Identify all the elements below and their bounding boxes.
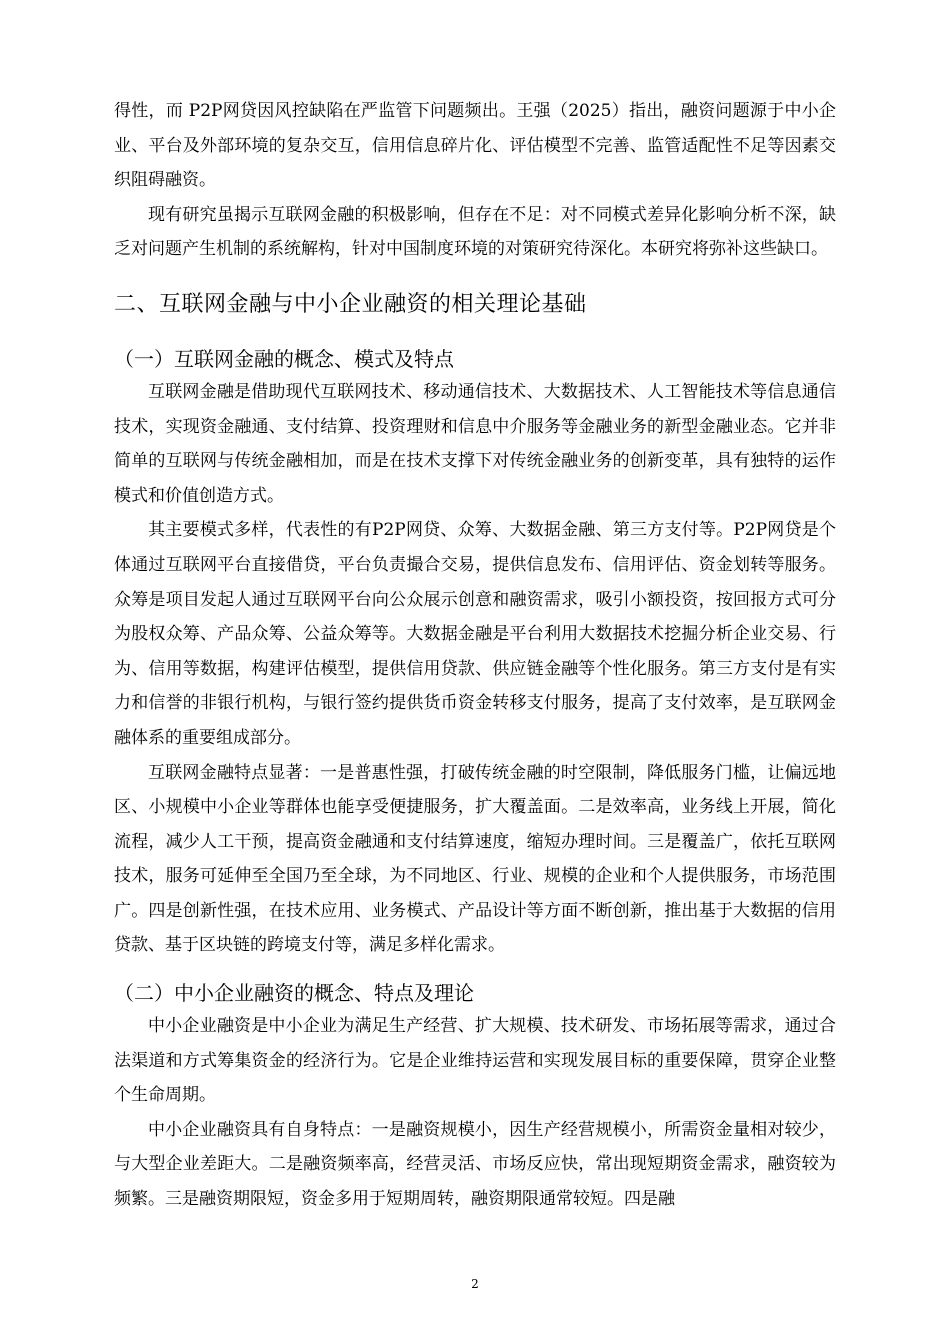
section-heading-internet-finance: （一）互联网金融的概念、模式及特点 [114,346,454,371]
paragraph-sme-financing-features: 中小企业融资具有自身特点：一是融资规模小，因生产经营规模小，所需资金量相对较少，与大型企业差距大。二是融资频率高，经营灵活、市场反应快，常出现短期资金需求，融资较为频繁。三是融资期限短，资金多用于短期周转，融资期限通常较短。四是融 [114,1119,836,1210]
paragraph-internet-finance-definition: 互联网金融是借助现代互联网技术、移动通信技术、大数据技术、人工智能技术等信息通信技术，实现资金融通、支付结算、投资理财和信息中介服务等金融业务的新型金融业态。它并非简单的互联网与传统金融相加，而是在技术支撑下对传统金融业务的创新变革，具有独特的运作模式和价值创造方式。 [114,381,836,506]
document-body [114,94,836,1217]
chapter-heading: 二、互联网金融与中小企业融资的相关理论基础 [114,291,587,317]
paragraph-sme-financing-definition: 中小企业融资是中小企业为满足生产经营、扩大规模、技术研发、市场拓展等需求，通过合法渠道和方式筹集资金的经济行为。它是企业维持运营和实现发展目标的重要保障，贯穿企业整个生命周期。 [114,1016,836,1106]
paragraph-internet-finance-features: 互联网金融特点显著：一是普惠性强，打破传统金融的时空限制，降低服务门槛，让偏远地区、小规模中小企业等群体也能享受便捷服务，扩大覆盖面。二是效率高，业务线上开展，简化流程，减少人工干预，提高资金融通和支付结算速度，缩短办理时间。三是覆盖广，依托互联网技术，服务可延伸至全国乃至全球，为不同地区、行业、规模的企业和个人提供服务，市场范围广。四是创新性强，在技术应用、业务模式、产品设计等方面不断创新，推出基于大数据的信用贷款、基于区块链的跨境支付等，满足多样化需求。 [114,762,836,956]
paragraph-research-gap: 现有研究虽揭示互联网金融的积极影响，但存在不足：对不同模式差异化影响分析不深，缺乏对问题产生机制的系统解构，针对中国制度环境的对策研究待深化。本研究将弥补这些缺口。 [114,204,836,260]
section-heading-sme-financing: （二）中小企业融资的概念、特点及理论 [114,981,474,1006]
paragraph-continuation: 得性，而 P2P网贷因风控缺陷在严监管下问题频出。王强（2025）指出，融资问题源于中小企业、平台及外部环境的复杂交互，信用信息碎片化、评估模型不完善、监管适配性不足等因素交织阻碍融资。 [114,101,836,191]
page-number: 2 [471,1277,479,1291]
paragraph-internet-finance-modes: 其主要模式多样，代表性的有P2P网贷、众筹、大数据金融、第三方支付等。P2P网贷是个体通过互联网平台直接借贷，平台负责撮合交易，提供信息发布、信用评估、资金划转等服务。众筹是项目发起人通过互联网平台向公众展示创意和融资需求，吸引小额投资，按回报方式可分为股权众筹、产品众筹、公益众筹等。大数据金融是平台利用大数据技术挖掘分析企业交易、行为、信用等数据，构建评估模型，提供信用贷款、供应链金融等个性化服务。第三方支付是有实力和信誉的非银行机构，与银行签约提供货币资金转移支付服务，提高了支付效率，是互联网金融体系的重要组成部分。 [114,520,836,748]
